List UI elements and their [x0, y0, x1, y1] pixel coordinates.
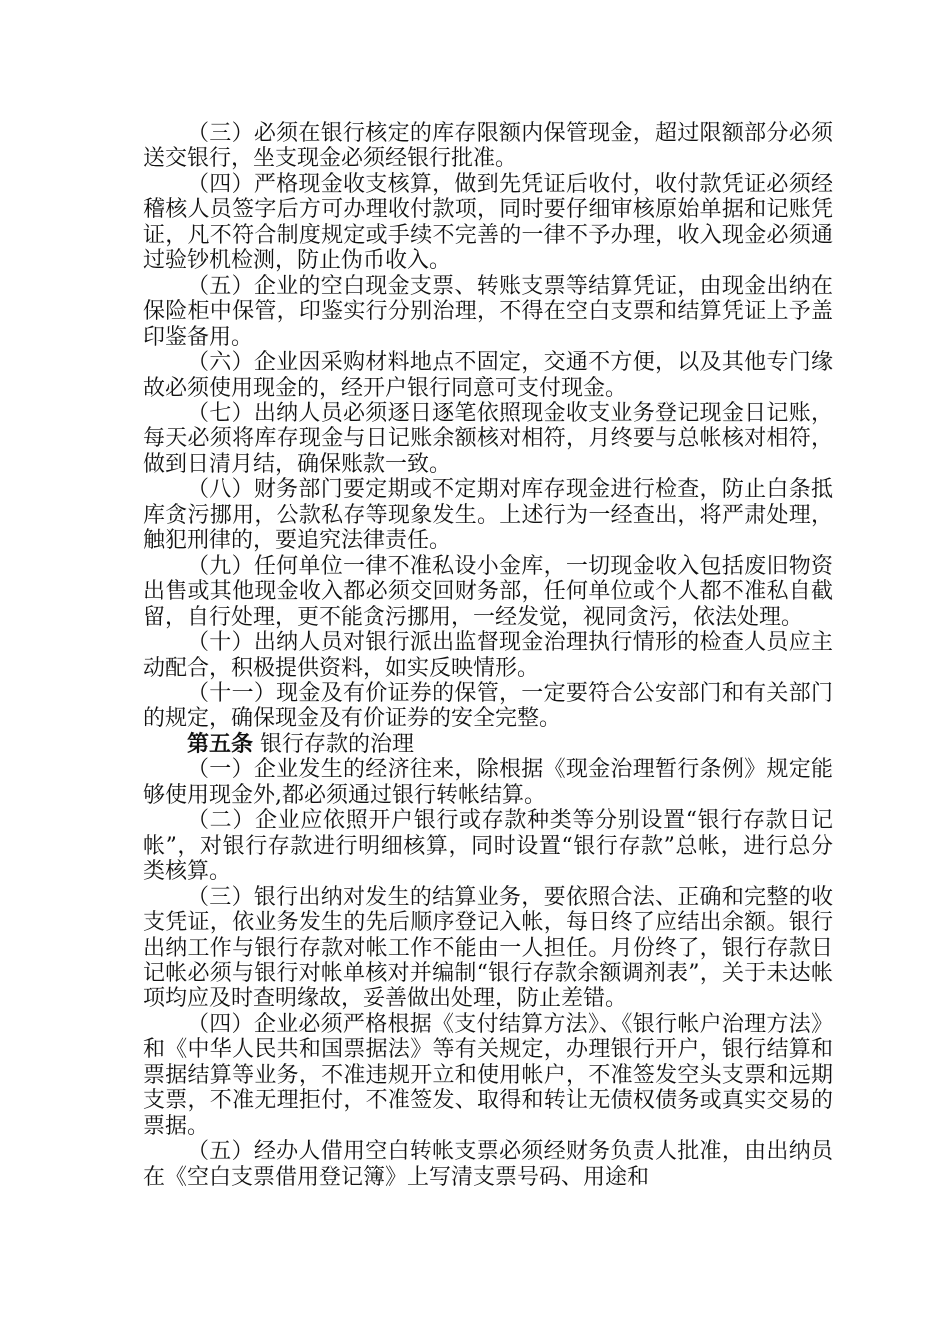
paragraph-private-vault: （九）任何单位一律不准私设小金库，一切现金收入包括废旧物资出售或其他现金收入都必须交回财务部，任何单位或个人都不准私自截留，自行处理，更不能贪污挪用，一经发觉，视同贪污，依法处理。: [143, 553, 833, 630]
paragraph-securities-custody: （十一）现金及有价证券的保管，一定要符合公安部门和有关部门的规定，确保现金及有价证券的安全完整。: [143, 680, 833, 732]
paragraph-cash-inspection: （八）财务部门要定期或不定期对库存现金进行检查，防止白条抵库贪污挪用，公款私存等现象发生。上述行为一经查出，将严肃处理，触犯刑律的，要追究法律责任。: [143, 477, 833, 554]
section-heading-label: 第五条: [187, 730, 254, 757]
paragraph-bank-reconciliation: （三）银行出纳对发生的结算业务，要依照合法、正确和完整的收支凭证，依业务发生的先后顺序登记入帐，每日终了应结出余额。银行出纳工作与银行存款对帐工作不能由一人担任。月份终了，银行存款日记帐必须与银行对帐单核对并编制“银行存款余额调剂表”，关于未达帐项均应及时查明缘故，妥善做出处理，防止差错。: [143, 884, 833, 1012]
paragraph-settlement-rules: （四）企业必须严格根据《支付结算方法》、《银行帐户治理方法》和《中华人民共和国票据法》等有关规定，办理银行开户，银行结算和票据结算等业务，不准违规开立和使用帐户，不准签发空头支票和远期支票，不准无理拒付，不准签发、取得和转让无债权债务或真实交易的票据。: [143, 1011, 833, 1139]
paragraph-purchase-cash: （六）企业因采购材料地点不固定，交通不方便，以及其他专门缘故必须使用现金的，经开户银行同意可支付现金。: [143, 350, 833, 401]
section-heading-title: 银行存款的治理: [253, 731, 415, 757]
section-heading: [143, 732, 833, 757]
paragraph-blank-cheques: （五）企业的空白现金支票、转账支票等结算凭证，由现金出纳在保险柜中保管，印鉴实行分别治理，不得在空白支票和结算凭证上予盖印鉴备用。: [143, 273, 833, 350]
paragraph-bank-transfer: （一）企业发生的经济往来，除根据《现金治理暂行条例》规定能够使用现金外,都必须通过银行转帐结算。: [143, 757, 833, 808]
paragraph-bank-supervision: （十）出纳人员对银行派出监督现金治理执行情形的检查人员应主动配合，积极提供资料，如实反映情形。: [143, 630, 833, 681]
paragraph-bank-journal: （二）企业应依照开户银行或存款种类等分别设置“银行存款日记帐”，对银行存款进行明细核算，同时设置“银行存款”总帐，进行总分类核算。: [143, 808, 833, 885]
paragraph-cash-journal: （七）出纳人员必须逐日逐笔依照现金收支业务登记现金日记账，每天必须将库存现金与日记账余额核对相符，月终要与总帐核对相符，做到日清月结，确保账款一致。: [143, 400, 833, 477]
paragraph-blank-cheque-borrowing: （五）经办人借用空白转帐支票必须经财务负责人批准，由出纳员在《空白支票借用登记簿》上写清支票号码、用途和: [143, 1139, 833, 1190]
paragraph-cash-limit: （三）必须在银行核定的库存限额内保管现金，超过限额部分必须送交银行，坐支现金必须经银行批准。: [143, 121, 833, 172]
document-body: [143, 121, 833, 1190]
paragraph-cash-accounting: （四）严格现金收支核算，做到先凭证后收付，收付款凭证必须经稽核人员签字后方可办理收付款项，同时要仔细审核原始单据和记账凭证，凡不符合制度规定或手续不完善的一律不予办理，收入现金必须通过验钞机检测，防止伪币收入。: [143, 171, 833, 274]
